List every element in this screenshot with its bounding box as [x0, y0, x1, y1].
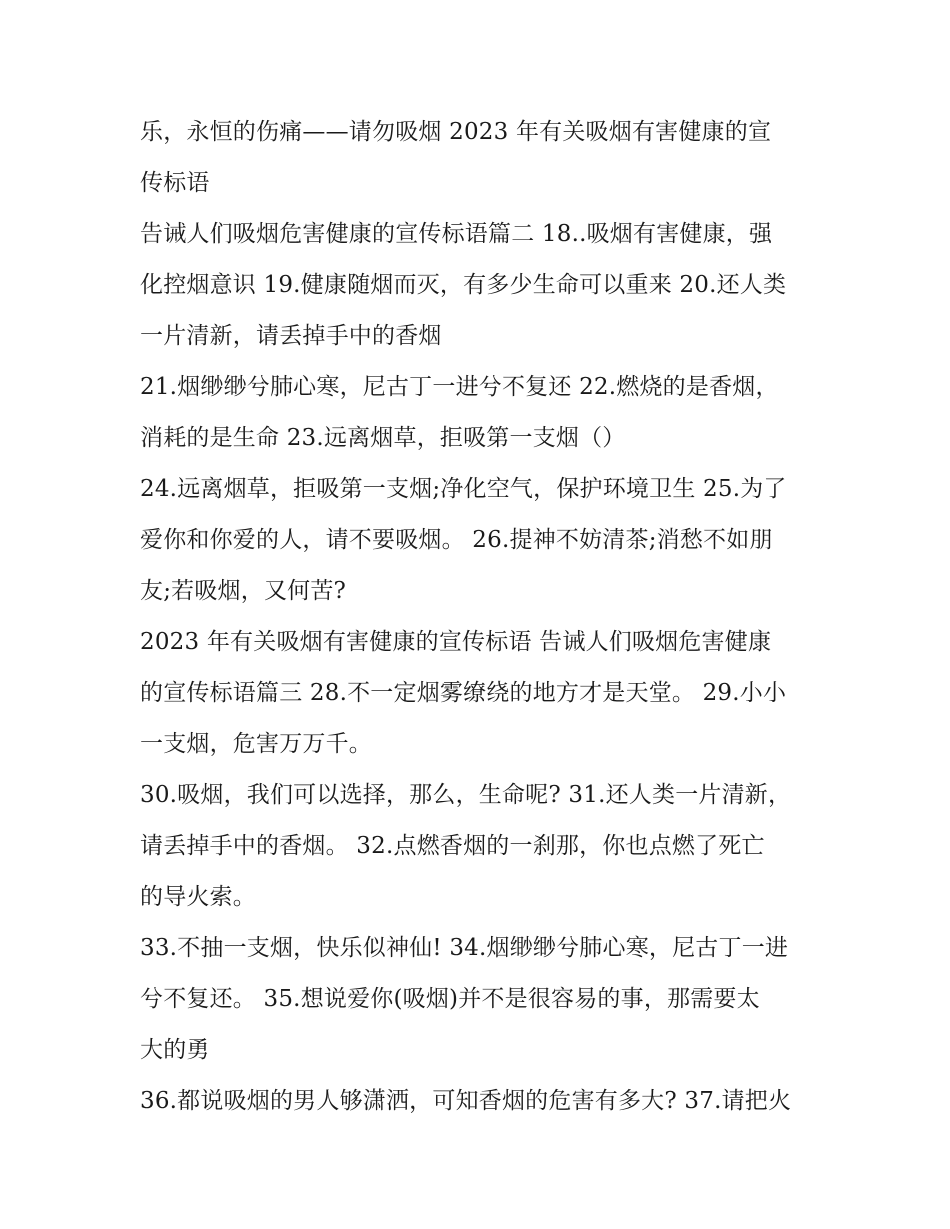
text-line: 一片清新，请丢掉手中的香烟 — [140, 323, 442, 349]
text-line: 30.吸烟，我们可以选择，那么，生命呢? 31.还人类一片清新， — [140, 782, 792, 808]
text-line: 友;若吸烟，又何苦? — [140, 578, 347, 604]
text-line: 21.烟缈缈兮肺心寒，尼古丁一进兮不复还 22.燃烧的是香烟， — [140, 374, 779, 400]
text-line: 爱你和你爱的人，请不要吸烟。 26.提神不妨清茶;消愁不如朋 — [140, 527, 773, 553]
text-line: 化控烟意识 19.健康随烟而灭，有多少生命可以重来 20.还人类 — [140, 272, 787, 298]
text-line: 请丢掉手中的香烟。 32.点燃香烟的一刹那，你也点燃了死亡 — [140, 833, 765, 859]
body-text — [140, 107, 820, 1127]
text-line: 消耗的是生命 23.远离烟草，拒吸第一支烟（） — [140, 425, 626, 451]
text-line: 一支烟，危害万万千。 — [140, 731, 372, 757]
text-line: 乐，永恒的伤痛——请勿吸烟 2023 年有关吸烟有害健康的宣 — [140, 119, 772, 145]
text-line: 兮不复还。 35.想说爱你(吸烟)并不是很容易的事，那需要太 — [140, 986, 760, 1012]
text-line: 告诫人们吸烟危害健康的宣传标语篇二 18..吸烟有害健康，强 — [140, 221, 773, 247]
text-line: 36.都说吸烟的男人够潇洒，可知香烟的危害有多大? 37.请把火 — [140, 1088, 792, 1114]
text-line: 传标语 — [140, 170, 210, 196]
text-line: 的导火索。 — [140, 884, 256, 910]
text-line: 大的勇 — [140, 1037, 210, 1063]
text-line: 33.不抽一支烟，快乐似神仙! 34.烟缈缈兮肺心寒，尼古丁一进 — [140, 935, 789, 961]
text-line: 的宣传标语篇三 28.不一定烟雾缭绕的地方才是天堂。 29.小小 — [140, 680, 787, 706]
text-line: 24.远离烟草，拒吸第一支烟;净化空气，保护环境卫生 25.为了 — [140, 476, 787, 502]
text-line: 2023 年有关吸烟有害健康的宣传标语 告诫人们吸烟危害健康 — [140, 629, 772, 655]
